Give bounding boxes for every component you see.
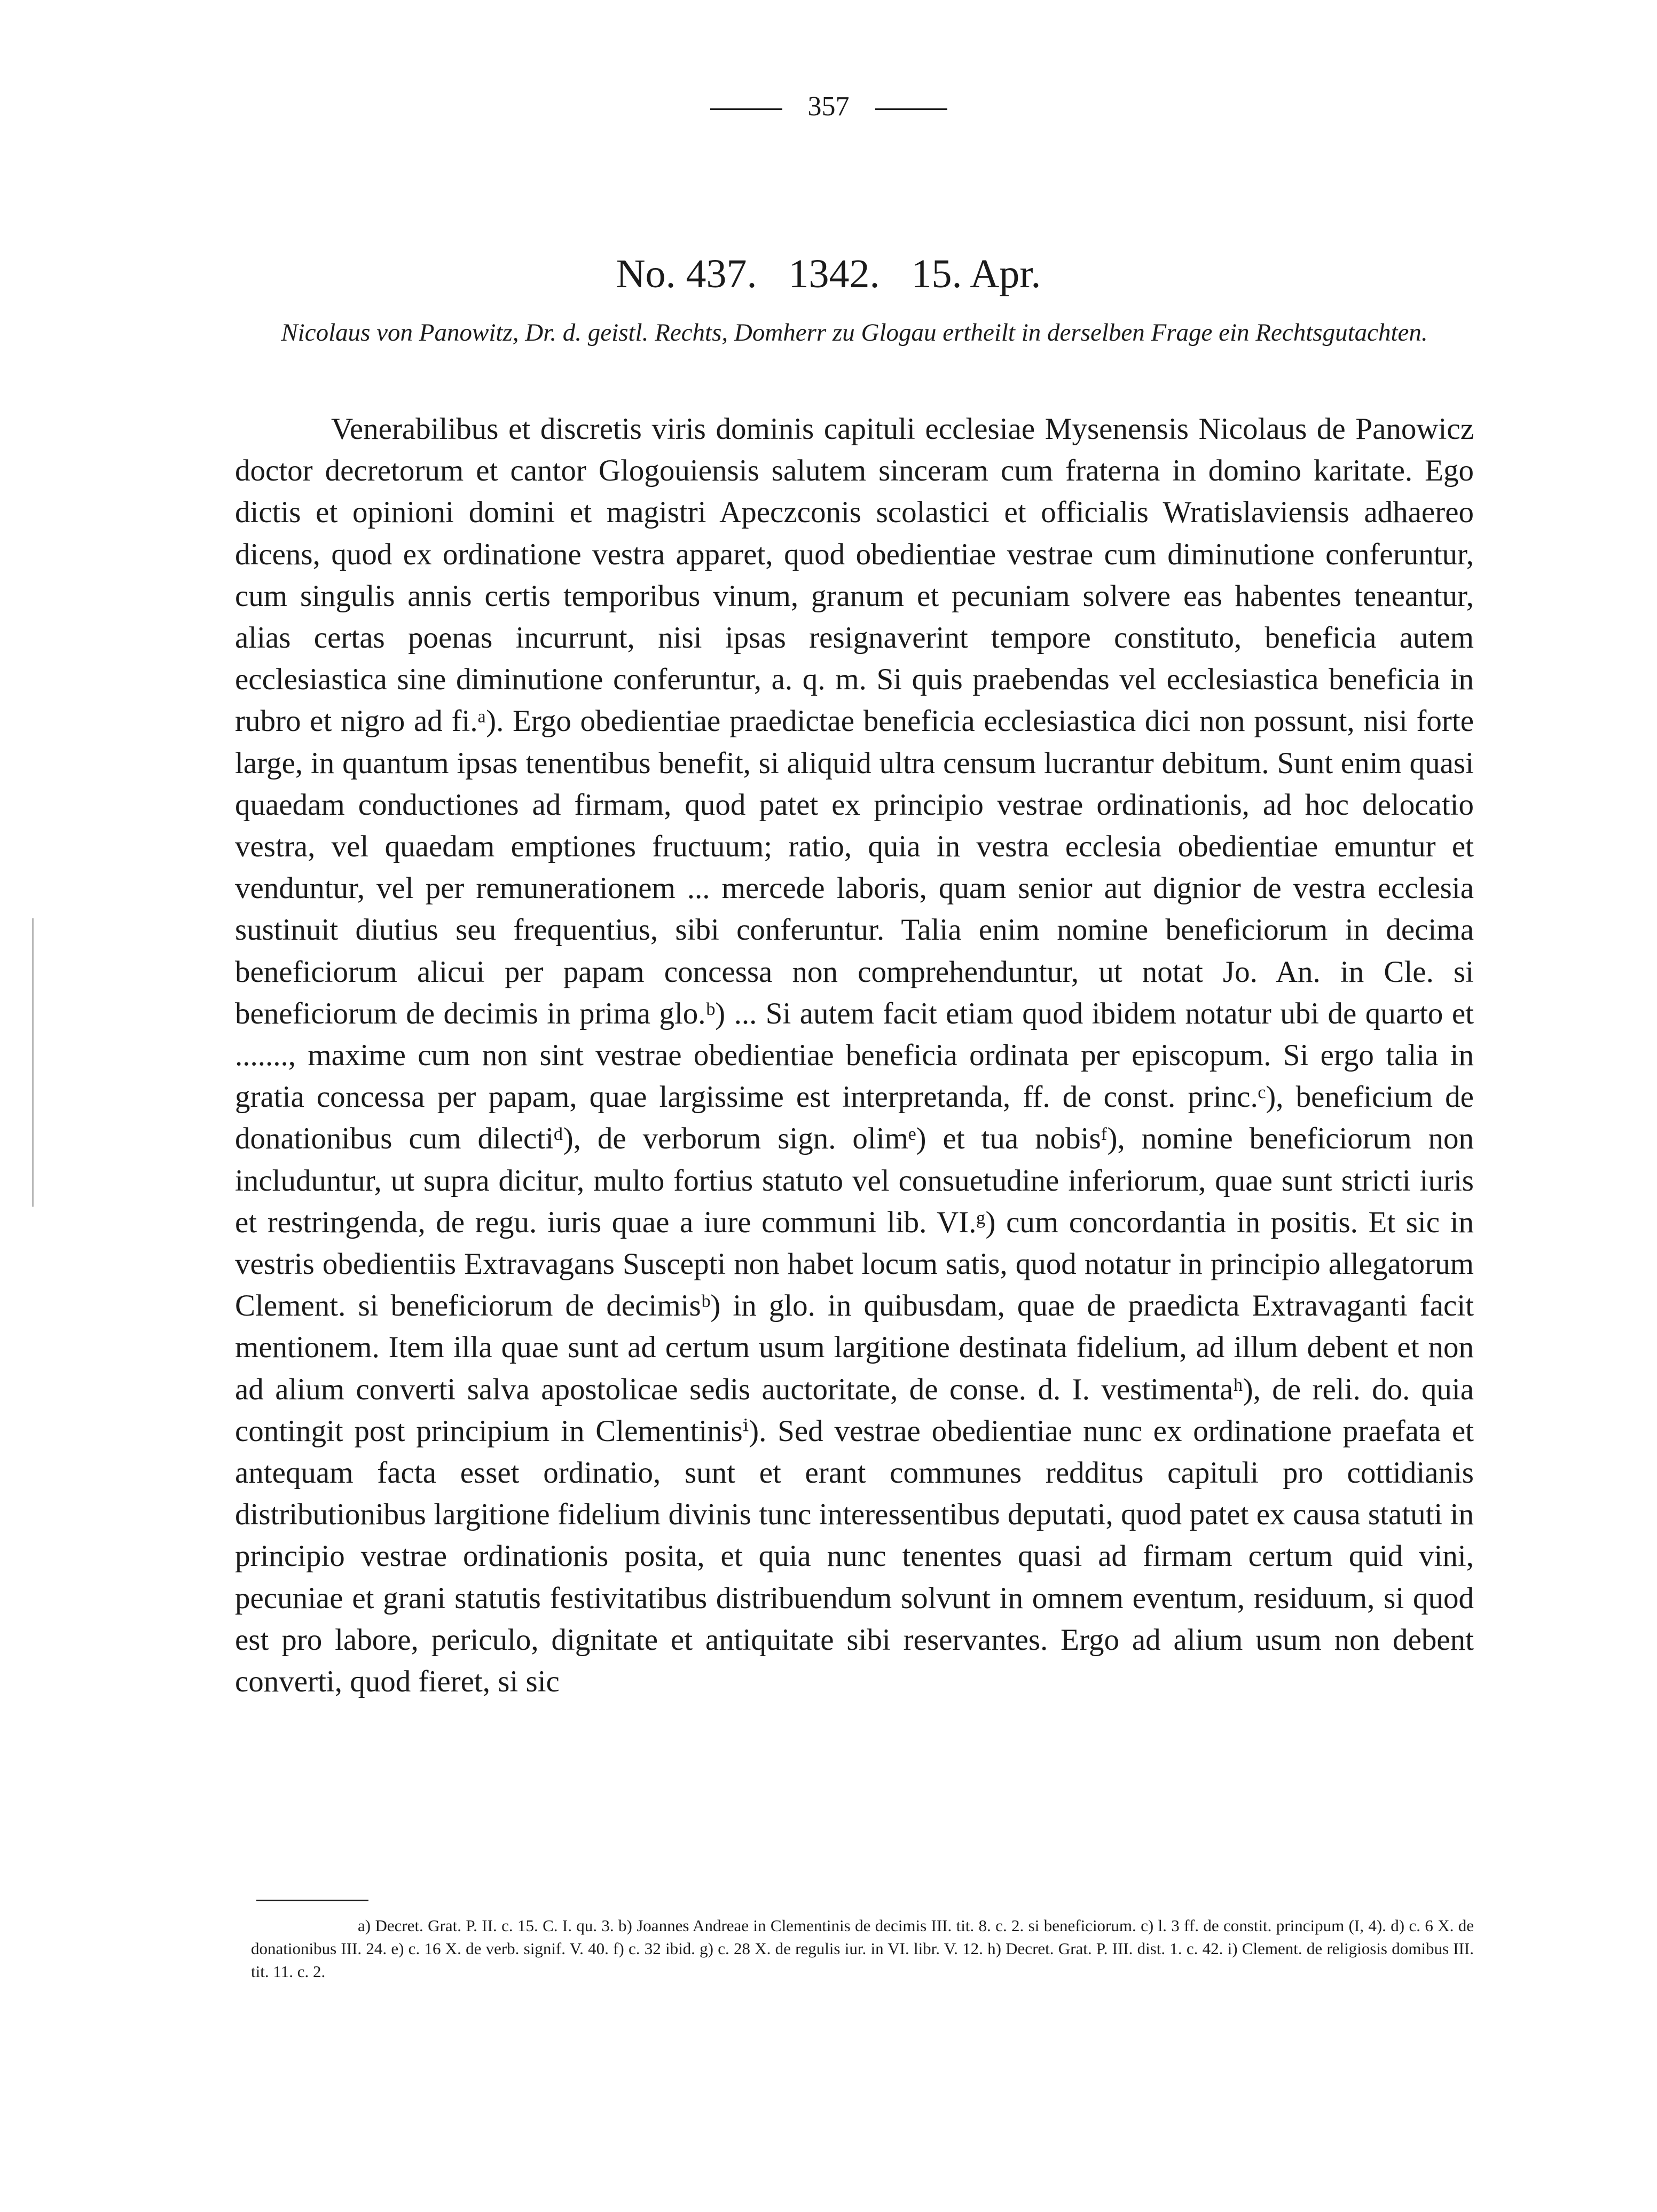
scan-edge-mark — [32, 918, 34, 1207]
footnote-text: a) Decret. Grat. P. II. c. 15. C. I. qu. 3. b) Joannes Andreae in Clementinis de decimis III. tit. 8. c. 2. si beneficiorum. c) l. 3 ff. de constit. principum (I, 4). d) c. 6 X. de donationibus III. 24. e) c. 16 X. de verb. signif. V. 40. f) c. 32 ibid. g) c. 28 X. de regulis iur. in VI. libr. V. 12. h) Decret. Grat. P. III. dist. 1. c. 42. i) Clement. de religiosis domibus III. tit. 11. c. 2. — [251, 1916, 1474, 1981]
document-year: 1342. — [788, 251, 880, 296]
footnotes — [251, 1914, 1474, 1983]
document-subtitle: Nicolaus von Panowitz, Dr. d. geistl. Rechts, Domherr zu Glogau ertheilt in derselben Frage ein Rechtsgutachten. — [281, 319, 1428, 347]
page-number: 357 — [807, 91, 850, 122]
document-number: No. 437. — [616, 251, 757, 296]
header-dash-left — [710, 108, 782, 110]
document-heading — [0, 250, 1657, 298]
body-paragraph: Venerabilibus et discretis viris dominis capituli ecclesiae Mysenensis Nicolaus de Panowicz doctor decretorum et cantor Glogouiensis salutem sinceram cum fraterna in domino karitate. Ego dictis et opinioni domini et magistri Apeczconis scolastici et officialis Wratislaviensis adhaereo dicens, quod ex ordinatione vestra apparet, quod obedientiae vestrae cum diminutione conferuntur, cum singulis annis certis temporibus vinum, granum et pecuniam solvere eas habentes teneantur, alias certas poenas incurrunt, nisi ipsas resignaverint tempore constituto, beneficia autem ecclesiastica sine diminutione conferuntur, a. q. m. Si quis praebendas vel ecclesiastica beneficia in rubro et nigro ad fi.ᵃ). Ergo obedientiae praedictae beneficia ecclesiastica dici non possunt, nisi forte large, in quantum ipsas tenentibus benefit, si aliquid ultra censum lucrantur debitum. Sunt enim quasi quaedam conductiones ad firmam, quod patet ex principio vestrae ordinationis, ad hoc delocatio vestra, vel quaedam emptiones fructuum; ratio, quia in vestra ecclesia obedientiae emuntur et venduntur, vel per remunerationem ... mercede laboris, quam senior aut dignior de vestra ecclesia sustinuit diutius seu frequentius, sibi conferuntur. Talia enim nomine beneficiorum in decima beneficiorum alicui per papam concessa non comprehenduntur, ut notat Jo. An. in Cle. si beneficiorum de decimis in prima glo.ᵇ) ... Si autem facit etiam quod ibidem notatur ubi de quarto et ......., maxime cum non sint vestrae obedientiae beneficia ordinata per episcopum. Si ergo talia in gratia concessa per papam, quae largissime est interpretanda, ff. de const. princ.ᶜ), beneficium de donationibus cum dilectiᵈ), de verborum sign. olimᵉ) et tua nobisᶠ), nomine beneficiorum non includuntur, ut supra dicitur, multo fortius statuto vel consuetudine inferiorum, quae sunt stricti iuris et restringenda, de regu. iuris quae a iure communi lib. VI.ᵍ) cum concordantia in positis. Et sic in vestris obedientiis Extravagans Suscepti non habet locum satis, quod notatur in principio allegatorum Clement. si beneficiorum de decimisᵇ) in glo. in quibusdam, quae de praedicta Extravaganti facit mentionem. Item illa quae sunt ad certum usum largitione destinata fidelium, ad illum debent et non ad alium converti salva apostolicae sedis auctoritate, de conse. d. I. vestimentaʰ), de reli. do. quia contingit post principium in Clementinisⁱ). Sed vestrae obedientiae nunc ex ordinatione praefata et antequam facta esset ordinatio, sunt et erant communes redditus capituli pro cottidianis distributionibus largitione fidelium divinis tunc interessentibus deputati, quod patet ex causa statuti in principio vestrae ordinationis posita, et quia nunc tenentes quasi ad firmam certum quid vini, pecuniae et grani statutis festivitatibus distribuendum solvunt in omnem eventum, residuum, si quod est pro labore, periculo, dignitate et antiquitate sibi reservantes. Ergo ad alium usum non debent converti, quod fieret, si sic — [235, 412, 1474, 1699]
header-dash-right — [875, 108, 947, 110]
document-date: 15. Apr. — [911, 251, 1041, 296]
page-header — [0, 91, 1657, 123]
main-text — [235, 408, 1474, 1703]
footnote-separator — [256, 1900, 368, 1901]
